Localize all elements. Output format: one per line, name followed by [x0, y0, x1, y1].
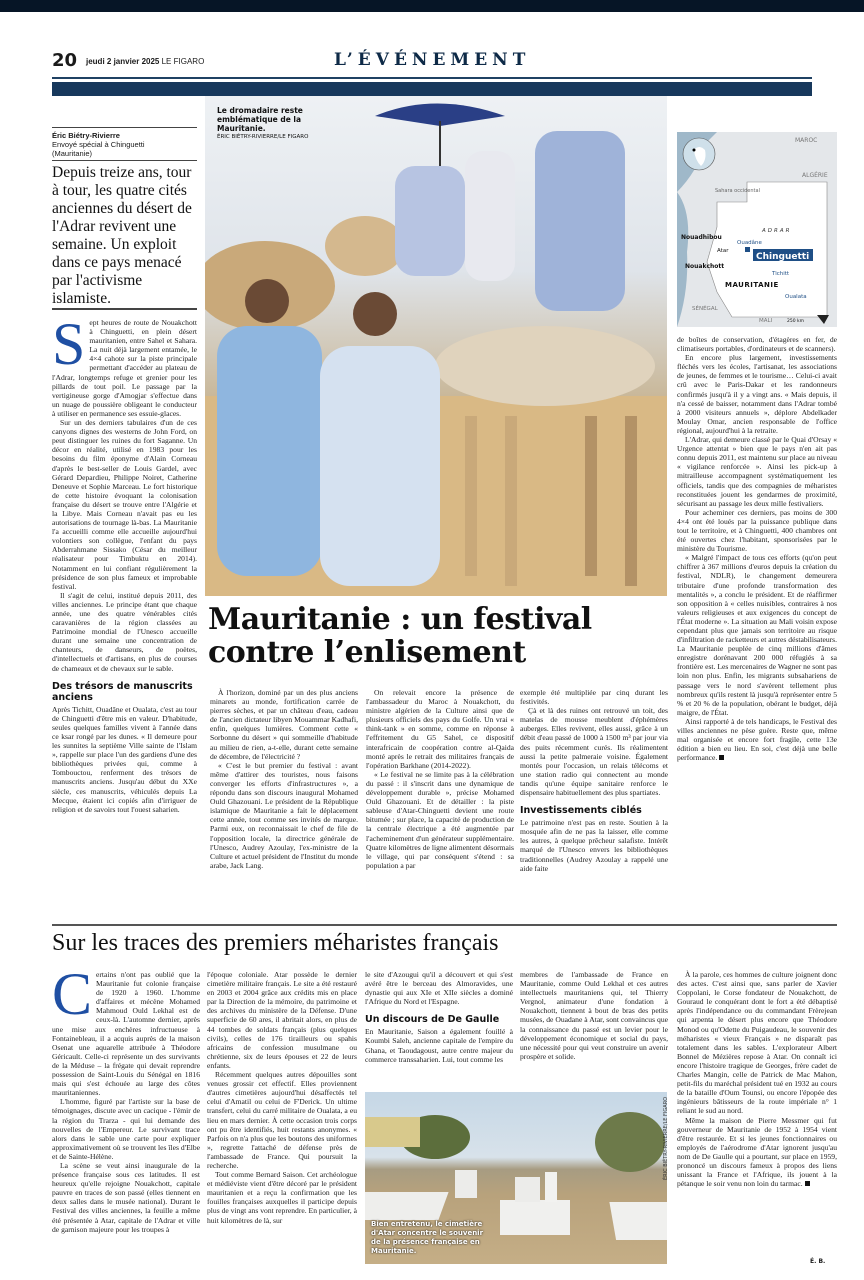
paragraph — [677, 717, 837, 762]
map-label: Sahara occidental — [715, 188, 760, 194]
article1-column-2 — [210, 688, 358, 870]
map-label: ALGÉRIE — [802, 172, 828, 179]
dropcap: S — [52, 311, 86, 377]
map-label: SÉNÉGAL — [692, 306, 718, 312]
page-header — [52, 50, 812, 76]
article1-column-5 — [677, 335, 837, 762]
paragraph: Le patrimoine n'est pas en reste. Soutien à la mosquée afin de ne pas la laisser, elle comme les autres, à quelque prêcheur salafiste. Intérêt marqué de l'Unesco envers les bibliothèques traditionnelles (Audrey Azoulay a rappelé une aide faite — [520, 818, 668, 873]
paragraph: À l'horizon, dominé par un des plus anciens minarets au monde, fortification carrée de pierres sèches, et par un château d'eau, cadeau de l'ancien dictateur libyen Mouammar Kadhafi, enfin, quelques lumières. Comment cette « Sorbonne du désert » qui sommeille d'habitude au milieu de rien, a-t-elle, durant cette semaine de décembre, de l'électricité ? — [210, 688, 358, 761]
article1-headline: Mauritanie : un festival contre l’enlisement — [208, 602, 592, 670]
photo-caption — [217, 106, 327, 142]
article1-column-1 — [52, 311, 197, 814]
divider — [52, 127, 197, 128]
map-label: Oualata — [785, 294, 807, 300]
paragraph: Çà et là des ruines ont retrouvé un toit, des matelas de mousse meublent d'éphémères auberges. Elles revivent, elles aussi, grâce à un débit d'eau passé de 1000 à 1500 m³ par jour via des puits récemment curés. Ils réalimentent aussi la petite palmeraie voisine. Également montés pour l'occasion, un relais télécoms et une station radio qui connectent au monde tandis qu'une équipe sanitaire renforce le dispensaire habituellement des plus spartiates. — [520, 706, 668, 798]
paragraph: On relevait encore la présence de l'ambassadeur du Maroc à Nouakchott, du ministre algérien de la Culture ainsi que de plusieurs officiels des pays du Golfe. Un vrai « think-tank » en somme, comme en réponse à l'effritement du G5 Sahel, ce dispositif interafricain de coopération contre al-Qaida monté après le retrait des militaires français de l'opération Barkhane (2014-2022). — [366, 688, 514, 770]
photo-caption: Bien entretenu, le cimetière d'Atar concentre le souvenir de la présence française en Mauritanie. — [371, 1220, 484, 1255]
paragraph: L'Adrar, qui demeure classé par le Quai d'Orsay « Urgence attentat » bien que le pays n'en ait pas connu depuis 2011, est maintenu sur place au niveau « vigilance renforcée ». Ainsi les pick-up à mitrailleuse accompagnent systématiquement les officiels, tandis que des compagnies de méharistes reconstituées jouent les gendarmes de proximité, sécurisant au passage les deux mille festivaliers. — [677, 435, 837, 508]
map-label: MAROC — [795, 137, 818, 144]
section-divider — [52, 924, 837, 926]
article2-column-3 — [365, 970, 513, 1064]
date-line — [86, 57, 204, 66]
paragraph: « Malgré l'impact de tous ces efforts (qu'on peut chiffrer à 367 millions d'euros depuis la création du festival, NDLR), le changement demeurera tributaire d'une profonde transformation des mentalités », a conclu le président. Et de réaffirmer son opposition à « celles nuisibles, contraires à nos valeurs religieuses et aux exigences du concept de l'État moderne ». La situation au Mali voisin expose cependant plus que jamais son territoire au risque d'infiltration de racketteurs et autres déstabilisateurs. La Mauritanie peuplée de cinq millions d'âmes enregistre dorénavant 200 000 réfugiés à sa frontière est. Les mercenaires de Wagner ne sont pas loin non plus. Enfin, les migrants subsahariens de passage vers le nord s'avèrent tellement plus nombreux qu'ils restent là jusqu'à représenter entre 5 % et 20 % de la population, obérant le budget, déjà maigre, de l'État. — [677, 553, 837, 717]
paragraph: En encore plus largement, investissements fléchés vers les écoles, l'artisanat, les associations de jeunes, de femmes et le tourisme… Celui-ci avait crû avec le Paris-Dakar et les randonneurs confirmés jusqu'à il y a vingt ans. « Mais depuis, il n'a cessé de baisser, notamment dans l'Adrar tombé à 2000 visiteurs annuels », déplore Abdelkader Moulay Omar, ancien responsable de l'office régional, aujourd'hui à la retraite. — [677, 353, 837, 435]
map-scale: 250 km — [787, 319, 805, 324]
map-label: Atar — [717, 248, 729, 254]
map-label: Nouakchott — [685, 263, 725, 270]
map-label: MAURITANIE — [725, 281, 779, 289]
article2-headline: Sur les traces des premiers méharistes français — [52, 930, 499, 956]
paragraph: Récemment quelques autres dépouilles sont venues grossir cet effectif. Elles proviennent d'autres cimetières aujourd'hui désaffectés tel celui d'Amatil ou celui de F'Derick. Un ultime transfert, celui du carré militaire de Oualata, a eu lieu en mars dernier. À cette occasion trois corps ont pu être identifiés, huit restants anonymes. « Parfois on n'a plus que les boutons des uniformes », regrette l'attaché de défense près de l'ambassade de France. Qui poursuit la recherche. — [207, 1070, 357, 1170]
paragraph: ertains n'ont pas oublié que la Mauritanie fut colonie française de 1920 à 1960. L'homme d'affaires et mécène Mohamed Mahmoud Ould Lekhal est de ceux-là. L'automne dernier, après une mise aux enchères infructueuse à Fontainebleau, il a acquis auprès de la maison Osenat une aquarelle attribuée à Théodore Géricault. Celle-ci représente un des survivants de la Méduse – la frégate qui devait reprendre possession de Saint-Louis du Sénégal en 1816 mais qui s'est échouée au large des côtes mauritaniennes. — [52, 970, 200, 1098]
map-label: ADRAR — [762, 228, 792, 234]
end-mark-icon — [719, 755, 724, 760]
publication-name: LE FIGARO — [161, 57, 205, 66]
mauritania-map — [677, 132, 837, 327]
photo-credit: ÉRIC BIÉTRY-RIVIERRE/LE FIGARO — [217, 134, 309, 140]
subheading: Des trésors de manuscrits anciens — [52, 680, 193, 703]
page-number: 20 — [52, 50, 78, 71]
final-paragraph: Ainsi rapporté à de tels handicaps, le Festival des villes anciennes ne pèse guère. Reste que, même mal organisée et encore fort fragile, cette 13e édition a bien eu lieu. En soi, c'est déjà une belle performance. — [677, 716, 837, 763]
divider — [52, 160, 197, 161]
top-bar — [0, 0, 864, 12]
subheading: Un discours de De Gaulle — [365, 1014, 500, 1026]
header-rule — [52, 77, 812, 79]
paragraph: Après Tichitt, Ouadâne et Oualata, c'est au tour de Chinguetti d'être mis en valeur. D'habitude, seules quelques familles vivent à l'année dans ce ksar rongé par les dunes. « Il demeure pour les sunnites la septième Ville sainte de l'Islam », rappelle sur place l'un des gardiens d'une des bibliothèques privées qui, comme à Tombouctou, renferment des trésors de manuscrits anciens. Jusqu'au début du XXe siècle, ces manuscrits, véhiculés depuis La Mecque, étaient ici copiés afin d'irriguer de religion et de savoirs tout l'ouest saharien. — [52, 704, 197, 814]
photo-credit: ÉRIC BIÉTRY-RIVIERRE/LE FIGARO — [663, 1096, 669, 1180]
author-role: Envoyé spécial à Chinguetti — [52, 140, 145, 149]
paragraph: L'homme, figuré par l'artiste sur la base de témoignages, discute avec un cacique - l'émir de la région du Trarza - qui lui demande des nouvelles de l'Empereur. Le survivant trace alors dans le sable une carte pour expliquer approximativement où se trouvent les îles d'Elbe et de Sainte-Hélène. — [52, 1097, 200, 1161]
final-paragraph: Même la maison de Pierre Messmer qui fut gouverneur de Mauritanie de 1952 à 1954 vient d'être restaurée. Et si les jeunes fonctionnaires ou employés de l'aérodrome d'Atar ignorent jusqu'au nom de De Gaulle qui a pourtant, sur place en 1959, prononcé un discours fameux à propos des liens unissant la France et l'Afrique, ils jouent à la pétanque le soir venu non loin du tarmac. — [677, 1115, 837, 1189]
end-mark-icon — [805, 1181, 810, 1186]
paragraph: le site d'Azougui qu'il a découvert et qui s'est avéré être le berceau des Almoravides, une dynastie qui aux XIe et XIIe siècles a dominé l'Afrique du Nord et l'Espagne. — [365, 970, 513, 1007]
divider — [52, 308, 197, 310]
paragraph: exemple été multipliée par cinq durant les festivités. — [520, 688, 668, 707]
caption-text: Le dromadaire reste emblématique de la Mauritanie. — [217, 106, 303, 133]
map-label-highlight: Chinguetti — [756, 252, 810, 262]
locator-map — [677, 132, 837, 327]
lede: Depuis treize ans, tour à tour, les quatre cités anciennes du désert de l'Adrar revivent une semaine. Un exploit dans ce pays menacé par l'activisme islamiste. — [52, 164, 192, 307]
paragraph: membres de l'ambassade de France en Mauritanie, comme Ould Lekhal et ces autres intellectuels mauritaniens qui, tel Thierry Vergnol, animateur d'une fondation à Nouakchott, tiennent à bout de bras des petits musées, de Ouadane à Atar, sont convaincus que la connaissance du passé est un levier pour le développement économique et social du pays, une nécessité pour qui veut construire un avenir prospère et solide. — [520, 970, 668, 1061]
subheading: Investissements ciblés — [520, 805, 642, 817]
article2-column-1 — [52, 961, 200, 1234]
camel-riders-image — [205, 96, 667, 596]
paragraph: l'époque coloniale. Atar possède le dernier cimetière militaire français. Le site a été restauré en 2003 et 2004 grâce aux crédits mis en place par la Direction de la mémoire, du patrimoine et des archives du ministère de la Défense. D'une superficie de 60 ares, il abritait alors, en plus de 44 tombes de soldats français (plus quelques civils), celles de 176 tirailleurs ou spahis africains de confession musulmane ou chrétienne, six de leurs épouses et 22 de leurs enfants. — [207, 970, 357, 1070]
main-photo — [205, 96, 667, 596]
map-label: MALI — [759, 318, 773, 324]
article1-column-4 — [520, 688, 668, 873]
byline — [52, 131, 197, 158]
article2-column-4 — [520, 970, 668, 1061]
author-name: Éric Biétry-Rivierre — [52, 131, 120, 140]
paragraph: ept heures de route de Nouakchott à Chinguetti, en plein désert mauritanien, entre Sahel et Sahara. La nuit déjà largement entamée, le 4×4 cahote sur la piste principale permettant d'accéder au plateau de l'Adrar, longtemps refuge et grenier pour les pillards de tout poil. Le passage par la vertigineuse gorge d'Amogjar s'effectue dans un nuage de poussière obligeant le conducteur à utiliser en permanence ses essuie-glaces. — [52, 318, 197, 418]
article2-column-5 — [677, 970, 837, 1188]
header-band — [52, 82, 812, 96]
paragraph: « C'est le but premier du festival : avant même d'attirer des touristes, nous faisons converger les efforts d'infrastructures », a répondu dans son discours inaugural Mohamed Ould Ghazouani. Le président de la République islamique de Mauritanie a fait le déplacement cette année, tout comme ses invités de marque. Parmi eux, on reconnaissait le chef de file de l'opposition locale, la directrice générale de l'Unesco, Audrey Azoulay, l'ex-ministre de la Culture et actuel président de l'Institut du monde arabe, Jack Lang. — [210, 760, 358, 870]
map-label: Tichitt — [772, 271, 790, 277]
paragraph: En Mauritanie, Saison a également fouillé à Koumbi Saleh, ancienne capitale de l'empire du Ghana, et Taoudagoust, autre centre majeur du commerce transsaharien. Lui, tout comme les — [365, 1027, 513, 1064]
issue-date: jeudi 2 janvier 2025 — [86, 57, 160, 66]
article2-column-2 — [207, 970, 357, 1225]
cemetery-photo — [365, 1092, 667, 1264]
paragraph: La scène se veut ainsi inaugurale de la présence française sous ces latitudes. Il est heureux qu'elle rejoigne Nouakchott, capitale pauvre en traces de son passé (elles tiennent en deux salles dans le musée national). Durant le Festival des villes anciennes, la feuille a même été présentée à Atar, capitale de l'Adrar et ville de garnison majeure pour les troupes à — [52, 1160, 200, 1234]
paragraph — [677, 1116, 837, 1189]
paragraph: Sur un des derniers tabulaires d'un de ces canyons dignes des westerns de John Ford, on peut distinguer les ruines du fort Saganne. Un décor en réalité, utilisé en 1983 pour les besoins du film éponyme d'Alain Corneau d'après le best-seller de Louis Gardel, avec Gérard Depardieu, Philippe Noiret, Catherine Deneuve et Sophie Marceau. Le fort historique de cette histoire évoquant la colonisation française du désert se trouve entre l'Algérie et la Libye. Mais Corneau n'avait pas eu les autorisations de tournage là-bas. La Mauritanie l'a accueilli comme elle accueille aujourd'hui volontiers son collègue, l'enfant du pays Abderrahmane Sissako (César du meilleur réalisateur pour Timbuktu en 2014). Notamment en lui confiant régulièrement la présidence de son plus fameux et improbable festival. — [52, 418, 197, 591]
map-label: Nouadhibou — [681, 234, 722, 241]
paragraph: Tout comme Bernard Saison. Cet archéologue et médiéviste vient d'être décoré par le président mauritanien et a reçu la confirmation que les fouilles françaises auxquelles il participe depuis plus de vingt ans vont reprendre. En particulier, à huit kilomètres de là, sur — [207, 1170, 357, 1225]
paragraph: Il s'agit de celui, institué depuis 2011, des villes anciennes. Le principe étant que chaque année, une des quatre vénérables cités caravanières de la région classées au Patrimoine mondial de l'Unesco accueille durant une semaine une concentration de chanteurs, de danseurs, de poètes, d'intellectuels et d'artisans, en plus de courses de chameaux et de chevaux sur le sable. — [52, 590, 197, 673]
paragraph: À la parole, ces hommes de culture joignent donc des actes. C'est ainsi que, sans parler de Xavier Coppolani, le Corse fondateur de Nouakchott, de Gouraud le conquérant dont le fort a été débaptisé après l'indépendance ou du commandant Frèrejean qui arpenta le désert plus encore que Théodore Monod ou qu'Odette du Puigaudeau, le souvenir des méharistes « vieux Français » ne disparaît pas totalement dans les sables. L'explorateur Albert Bonnel de Mézières repose à Atar. On connaît ici encore l'histoire tragique de Georges, frère cadet de Charles Mangin, celle de Patrick de Mac Mahon, petit-fils du maréchal président tué en 1932 au cours de la bataille d'Oum Tounsi, ou encore l'épopée des ingénieurs bâtisseurs de la route impériale n° 1 reliant le sud au nord. — [677, 970, 837, 1116]
section-title: L’ÉVÉNEMENT — [334, 50, 531, 70]
dropcap: C — [52, 961, 93, 1027]
paragraph: « Le festival ne se limite pas à la célébration du passé : il s'inscrit dans une dynamique de développement durable », précise Mohamed Ould Ghazouani. Et de détailler : la piste sableuse d'Atar-Chinguetti devient une route bitumée ; sur place, la capacité de production de la centrale électrique a été augmentée par l'acheminement d'un générateur supplémentaire. Quatre kilomètres de ligne alimentent désormais le village, qui par conséquent s'étend : sa population a par — [366, 769, 514, 870]
paragraph: de boîtes de conservation, d'étagères en fer, de climatiseurs portables, d'ordinateurs et de scanners). — [677, 335, 837, 354]
map-label: Ouadâne — [737, 240, 762, 246]
article1-column-3 — [366, 688, 514, 870]
author-location: (Mauritanie) — [52, 149, 93, 158]
paragraph: Pour acheminer ces derniers, pas moins de 300 4×4 ont été loués par la puissance publique dans tout le territoire, et à Chinguetti, 400 chambres ont été ouvertes chez l'habitant, sponsorisées par le ministère du Tourisme. — [677, 507, 837, 554]
author-initials: É. B. — [810, 1258, 826, 1265]
